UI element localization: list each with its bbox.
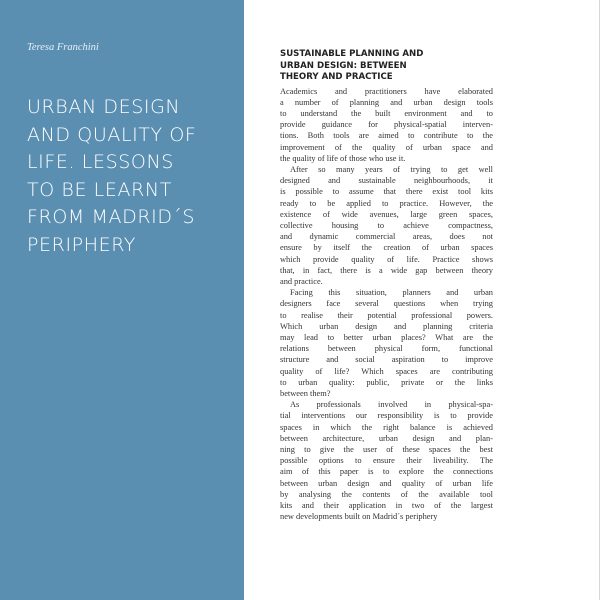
text-line: is possible to assume that there exist tool kits bbox=[280, 187, 493, 197]
text-line: which provide quality of life. Practice shows bbox=[280, 254, 493, 264]
text-line: that, in fact, there is a wide gap between theory bbox=[280, 265, 493, 275]
paragraph bbox=[280, 399, 493, 522]
paragraph bbox=[280, 164, 493, 287]
paper-title bbox=[27, 94, 237, 259]
paragraph bbox=[280, 287, 493, 399]
title-line: URBAN DESIGN bbox=[27, 96, 181, 118]
text-column bbox=[280, 49, 493, 522]
author-name: Teresa Franchini bbox=[27, 42, 99, 53]
text-line: provide guidance for physical-spatial interven- bbox=[280, 120, 493, 130]
text-line: relations between physical form, functional bbox=[280, 344, 493, 354]
title-line: LIFE. LESSONS bbox=[27, 151, 174, 173]
text-line: new developments built on Madrid´s periphery bbox=[280, 512, 438, 522]
text-line: tions. Both tools are aimed to contribute to the bbox=[280, 131, 493, 141]
paragraph bbox=[280, 86, 493, 164]
text-line: and dynamic commercial areas, does not bbox=[280, 232, 493, 242]
text-line: designers face several questions when trying bbox=[280, 299, 493, 309]
text-line: Which urban design and planning criteria bbox=[280, 321, 493, 331]
text-line: spaces in which the right balance is achieved bbox=[280, 422, 493, 432]
title-line: FROM MADRID´S bbox=[27, 206, 196, 228]
text-line: Facing this situation, planners and urban bbox=[290, 288, 493, 298]
text-line: improvement of the quality of urban space and bbox=[280, 142, 493, 152]
text-line: to urban quality: public, private or the links bbox=[280, 377, 493, 387]
text-line: kits and their application in two of the largest bbox=[280, 501, 493, 511]
text-line: Academics and practitioners have elaborated bbox=[280, 86, 493, 96]
text-line: tial interventions our responsibility is to provide bbox=[280, 411, 493, 421]
text-line: by analysing the contents of the available tool bbox=[280, 489, 493, 499]
text-line: between architecture, urban design and plan- bbox=[280, 433, 493, 443]
title-line: TO BE LEARNT bbox=[27, 178, 172, 201]
text-line: ning to give the user of these spaces the best bbox=[280, 445, 493, 454]
text-line: ensure by itself the creation of urban spaces bbox=[280, 243, 493, 253]
text-line: and practice. bbox=[280, 276, 323, 286]
text-line: to realise their potential professional powers. bbox=[280, 310, 493, 320]
heading-line: URBAN DESIGN: BETWEEN bbox=[280, 60, 407, 71]
text-line: possible options to ensure their liveability. The bbox=[280, 456, 493, 466]
text-line: aim of this paper is to explore the connections bbox=[280, 467, 493, 477]
body-text bbox=[280, 86, 493, 523]
text-line: designed and sustainable neighbourhoods, it bbox=[280, 176, 493, 186]
text-line: the quality of life of those who use it. bbox=[280, 153, 406, 163]
title-line: AND QUALITY OF bbox=[27, 123, 197, 146]
title-panel bbox=[0, 0, 244, 600]
text-line: to understand the built environment and to bbox=[280, 108, 493, 118]
title-line: PERIPHERY bbox=[27, 233, 137, 256]
text-line: collective housing to achieve compactness, bbox=[280, 220, 493, 230]
text-line: between them? bbox=[280, 388, 331, 398]
heading-line: SUSTAINABLE PLANNING AND bbox=[280, 49, 424, 59]
section-heading bbox=[280, 49, 493, 84]
heading-line: THEORY AND PRACTICE bbox=[280, 72, 393, 82]
text-line: a number of planning and urban design tools bbox=[280, 97, 493, 107]
text-line: between urban design and quality of urban life bbox=[280, 478, 493, 488]
text-line: As professionals involved in physical-spa- bbox=[290, 400, 493, 410]
text-line: quality of life? Which spaces are contributing bbox=[280, 366, 493, 376]
text-line: ready to be applied to practice. However, the bbox=[280, 198, 493, 208]
text-line: existence of wide avenues, large green spaces, bbox=[280, 209, 493, 219]
text-line: may lead to better urban places? What are the bbox=[280, 332, 493, 342]
text-line: structure and social aspiration to improve bbox=[280, 355, 493, 365]
text-line: After so many years of trying to get well bbox=[290, 164, 493, 174]
